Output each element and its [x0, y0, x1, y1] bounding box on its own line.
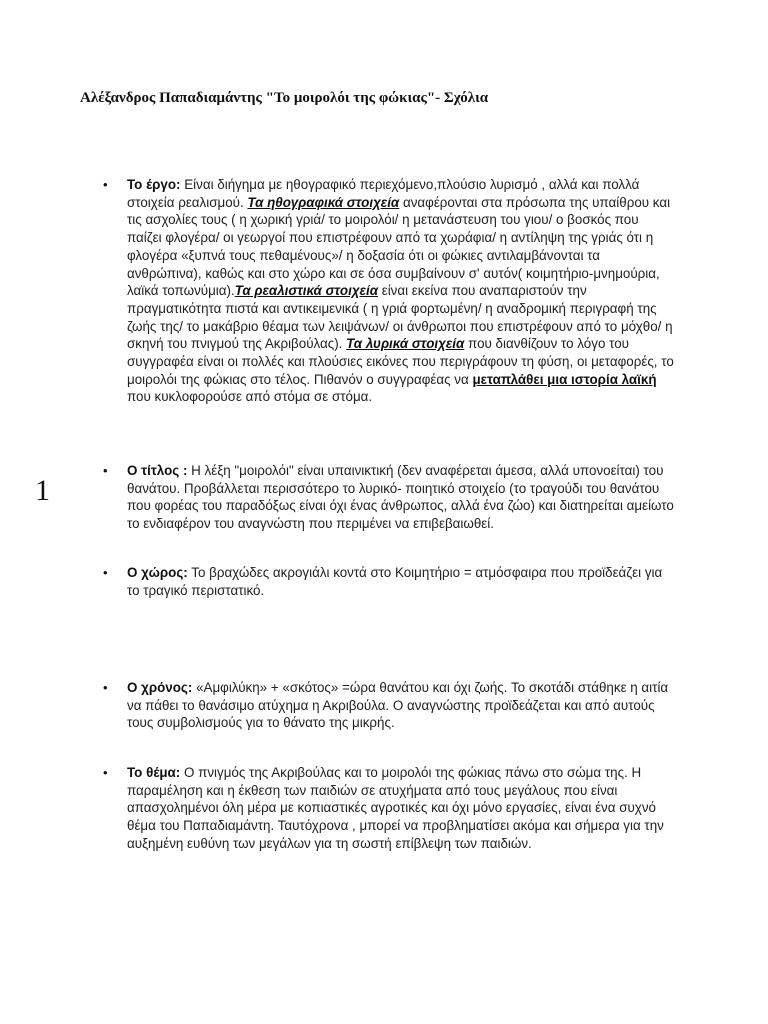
item-label: Το θέμα:: [127, 765, 181, 780]
item-text: που κυκλοφορούσε από στόμα σε στόμα.: [127, 389, 373, 405]
item-label: Ο τίτλος :: [127, 463, 188, 478]
item-label: Ο χρόνος:: [127, 680, 193, 695]
bullet-icon: •: [103, 680, 108, 695]
emphasis-lyrical: Τα λυρικά στοιχεία: [346, 336, 465, 352]
item-label: Ο χώρος:: [127, 565, 188, 580]
list-item-place: [103, 564, 675, 599]
emphasis-folk-story: μεταπλάθει μια ιστορία λαϊκή: [472, 371, 657, 387]
item-text: Είναι διήγημα με ηθογραφικό περιεχόμενο,πλούσιο λυρισμό , αλλά και πολλά στοιχεία ρεαλισμού.: [127, 177, 640, 210]
bullet-icon: •: [103, 765, 108, 780]
list-item-work: [103, 176, 675, 406]
item-text: αναφέρονται στα πρόσωπα της υπαίθρου και τις ασχολίες τους ( η χωρική γριά/ το μοιρολόι/ η μετανάστευση του γιου/ ο βοσκός που παίζει φλογέρα/ οι γεωργοί που επιστρέφουν από τα χωράφια/ η αντίληψη της γριάς ότι η φλογέρα «ξυπνά τους πεθαμένους»/ η δοξασία ότι οι φώκιες αντιλαμβάνονται τα ανθρώπινα), καθώς και στο χώρο και σε όσα συμβαίνουν σ' αυτόν( κοιμητήριο-μνημούρια, λαϊκά τοπωνύμια).: [127, 194, 671, 299]
item-text: Το βραχώδες ακρογιάλι κοντά στο Κοιμητήριο = ατμόσφαιρα που προϊδεάζει για το τραγικό περιστατικό.: [127, 565, 663, 598]
bullet-icon: •: [103, 177, 108, 192]
list-item-title: [103, 462, 675, 533]
list-item-time: [103, 679, 675, 732]
item-label: Το έργο:: [127, 177, 181, 192]
page-number: 1: [35, 474, 50, 507]
bullet-icon: •: [103, 463, 108, 478]
document-title: Αλέξανδρος Παπαδιαμάντης "Το μοιρολόι της φώκιας"- Σχόλια: [80, 90, 489, 106]
emphasis-realistic: Τα ρεαλιστικά στοιχεία: [234, 283, 378, 299]
list-item-theme: [103, 764, 675, 853]
emphasis-ethographic: Τα ηθογραφικά στοιχεία: [247, 194, 400, 210]
item-text: που διανθίζουν το λόγο του συγγραφέα είναι οι πολλές και πλούσιες εικόνες που περιγράφουν τη φύση, οι μεταφορές, το μοιρολόι της φώκιας στο τέλος. Πιθανόν ο συγγραφέας να: [127, 336, 674, 387]
item-text: Η λέξη "μοιρολόι" είναι υπαινικτική (δεν αναφέρεται άμεσα, αλλά υπονοείται) του θανάτου. Προβάλλεται περισσότερο το λυρικό- ποιητικό στοιχείο (το τραγούδι του θανάτου που φορέας του παραδόξως είναι όχι ένας άνθρωπος, αλλά ένα ζώο) και διατηρείται αμείωτο το ενδιαφέρον του αναγνώστη που περιμένει να επιβεβαιωθεί.: [127, 463, 674, 532]
bullet-icon: •: [103, 565, 108, 580]
item-text: «Αμφιλύκη» + «σκότος» =ώρα θανάτου και όχι ζωής. Το σκοτάδι στάθηκε η αιτία να πάθει το θανάσιμο ατύχημα η Ακριβούλα. Ο αναγνώστης προϊδεάζεται και από αυτούς τους συμβολισμούς για το θάνατο της μικρής.: [127, 680, 669, 731]
item-text: Ο πνιγμός της Ακριβούλας και το μοιρολόι της φώκιας πάνω στο σώμα της. Η παραμέληση και η έκθεση των παιδιών σε ατυχήματα από τους μεγάλους που είναι απασχολημένοι όλη μέρα με κοπιαστικές αγροτικές και όχι μόνο εργασίες, είναι ένα συχνό θέμα του Παπαδιαμάντη. Ταυτόχρονα , μπορεί να προβληματίσει ακόμα και σήμερα για την αυξημένη ευθύνη των μεγάλων για τη σωστή επίβλεψη των παιδιών.: [127, 765, 664, 851]
item-text: είναι εκείνα που αναπαριστούν την πραγματικότητα πιστά και αντικειμενικά ( η γριά φορτωμένη/ η αναδρομική περιγραφή της ζωής της/ το μακάβριο θέαμα των λειψάνων/ οι άνθρωποι που επιστρέφουν από το μόχθο/ η σκηνή του πνιγμού της Ακριβούλας).: [127, 283, 673, 352]
